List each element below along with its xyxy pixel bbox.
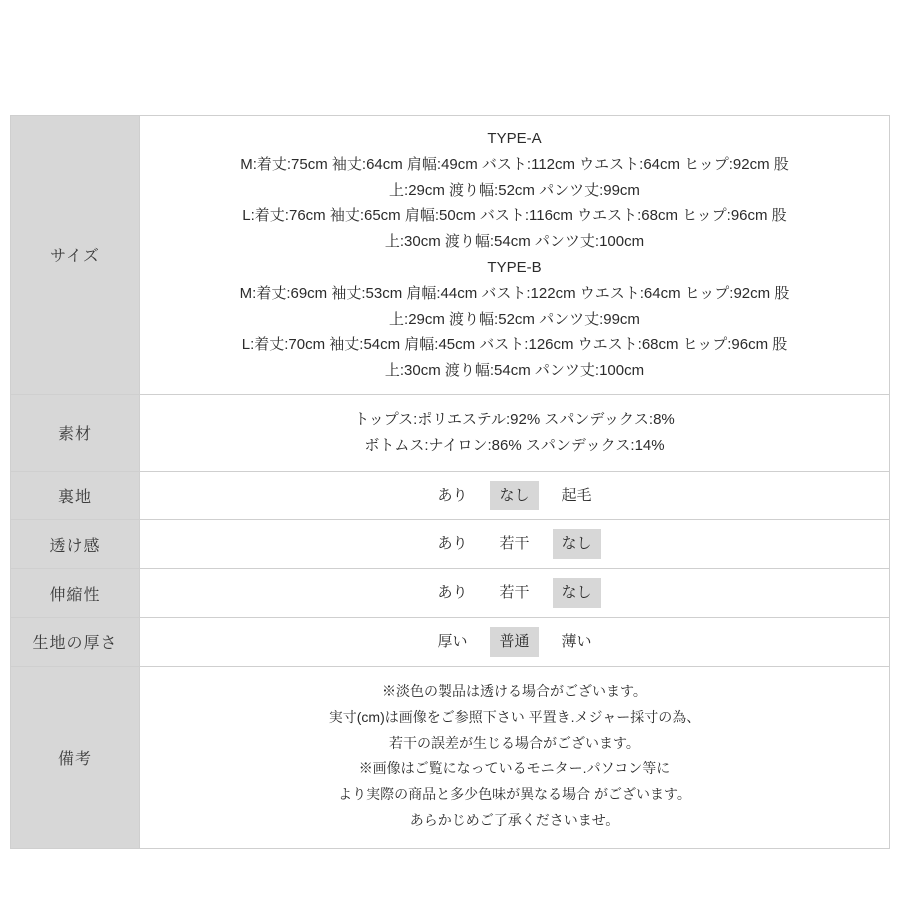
- size-type-b-line-1: M:着丈:69cm 袖丈:53cm 肩幅:44cm バスト:122cm ウエスト:64cm ヒップ:92cm 股: [239, 284, 790, 302]
- specification-table: [10, 115, 890, 849]
- stretch-option-2: 若干: [499, 584, 530, 602]
- note-line-5: より実際の商品と多少色味が異なる場合 がございます。: [338, 786, 691, 803]
- size-type-a-line-1: M:着丈:75cm 袖丈:64cm 肩幅:49cm バスト:112cm ウエスト:64cm ヒップ:92cm 股: [240, 155, 789, 173]
- row-label-notes: 備考: [11, 666, 140, 848]
- sheerness-option-2: 若干: [499, 535, 530, 553]
- table-row-thickness: [11, 617, 890, 666]
- thickness-options: [146, 627, 883, 657]
- row-value-lining: [140, 471, 890, 520]
- table-row-notes: [11, 666, 890, 848]
- size-type-a-line-3: L:着丈:76cm 袖丈:65cm 肩幅:50cm バスト:116cm ウエスト:68cm ヒップ:96cm 股: [242, 207, 787, 225]
- row-value-sheerness: [140, 520, 890, 569]
- row-value-material: [140, 394, 890, 471]
- thickness-option-2: 普通: [490, 627, 538, 657]
- lining-option-3: 起毛: [561, 486, 592, 504]
- row-value-notes: [140, 666, 890, 848]
- note-line-2: 実寸(cm)は画像をご参照下さい 平置き.メジャー採寸の為、: [328, 708, 701, 725]
- table-row-material: [11, 394, 890, 471]
- spec-sheet: [10, 115, 890, 849]
- row-value-size: [140, 116, 890, 395]
- lining-option-1: あり: [437, 486, 468, 504]
- row-label-sheerness: 透け感: [11, 520, 140, 569]
- thickness-option-1: 厚い: [437, 632, 468, 650]
- note-line-1: ※淡色の製品は透ける場合がございます。: [382, 682, 647, 699]
- size-type-a-line-2: 上:29cm 渡り幅:52cm パンツ丈:99cm: [389, 181, 640, 199]
- size-type-b-line-2: 上:29cm 渡り幅:52cm パンツ丈:99cm: [389, 310, 640, 328]
- note-line-4: ※画像はご覧になっているモニター.パソコン等に: [358, 760, 671, 777]
- table-row-stretch: [11, 569, 890, 618]
- row-value-thickness: [140, 617, 890, 666]
- lining-option-2: なし: [490, 481, 538, 511]
- material-line-1: トップス:ポリエステル:92% スパンデックス:8%: [354, 410, 675, 428]
- size-type-a-line-4: 上:30cm 渡り幅:54cm パンツ丈:100cm: [384, 233, 645, 251]
- row-label-size: サイズ: [11, 116, 140, 395]
- lining-options: [146, 481, 883, 511]
- table-row-size: [11, 116, 890, 395]
- thickness-option-3: 薄い: [561, 632, 592, 650]
- row-label-stretch: 伸縮性: [11, 569, 140, 618]
- sheerness-option-3: なし: [553, 529, 601, 559]
- size-type-a-heading: TYPE-A: [487, 130, 542, 147]
- note-line-3: 若干の誤差が生じる場合がございます。: [389, 734, 640, 751]
- sheerness-options: [146, 529, 883, 559]
- table-row-lining: [11, 471, 890, 520]
- table-row-sheerness: [11, 520, 890, 569]
- material-line-2: ボトムス:ナイロン:86% スパンデックス:14%: [364, 436, 665, 454]
- row-label-lining: 裏地: [11, 471, 140, 520]
- size-type-b-heading: TYPE-B: [487, 258, 542, 276]
- row-value-stretch: [140, 569, 890, 618]
- stretch-option-3: なし: [553, 578, 601, 608]
- size-type-b-line-4: 上:30cm 渡り幅:54cm パンツ丈:100cm: [384, 362, 645, 380]
- stretch-option-1: あり: [437, 584, 468, 602]
- row-label-thickness: 生地の厚さ: [11, 617, 140, 666]
- size-type-b-line-3: L:着丈:70cm 袖丈:54cm 肩幅:45cm バスト:126cm ウエスト:68cm ヒップ:96cm 股: [241, 336, 788, 354]
- row-label-material: 素材: [11, 394, 140, 471]
- sheerness-option-1: あり: [437, 535, 468, 553]
- note-line-6: あらかじめご了承くださいませ。: [409, 812, 620, 829]
- specification-table-body: [11, 116, 890, 849]
- stretch-options: [146, 578, 883, 608]
